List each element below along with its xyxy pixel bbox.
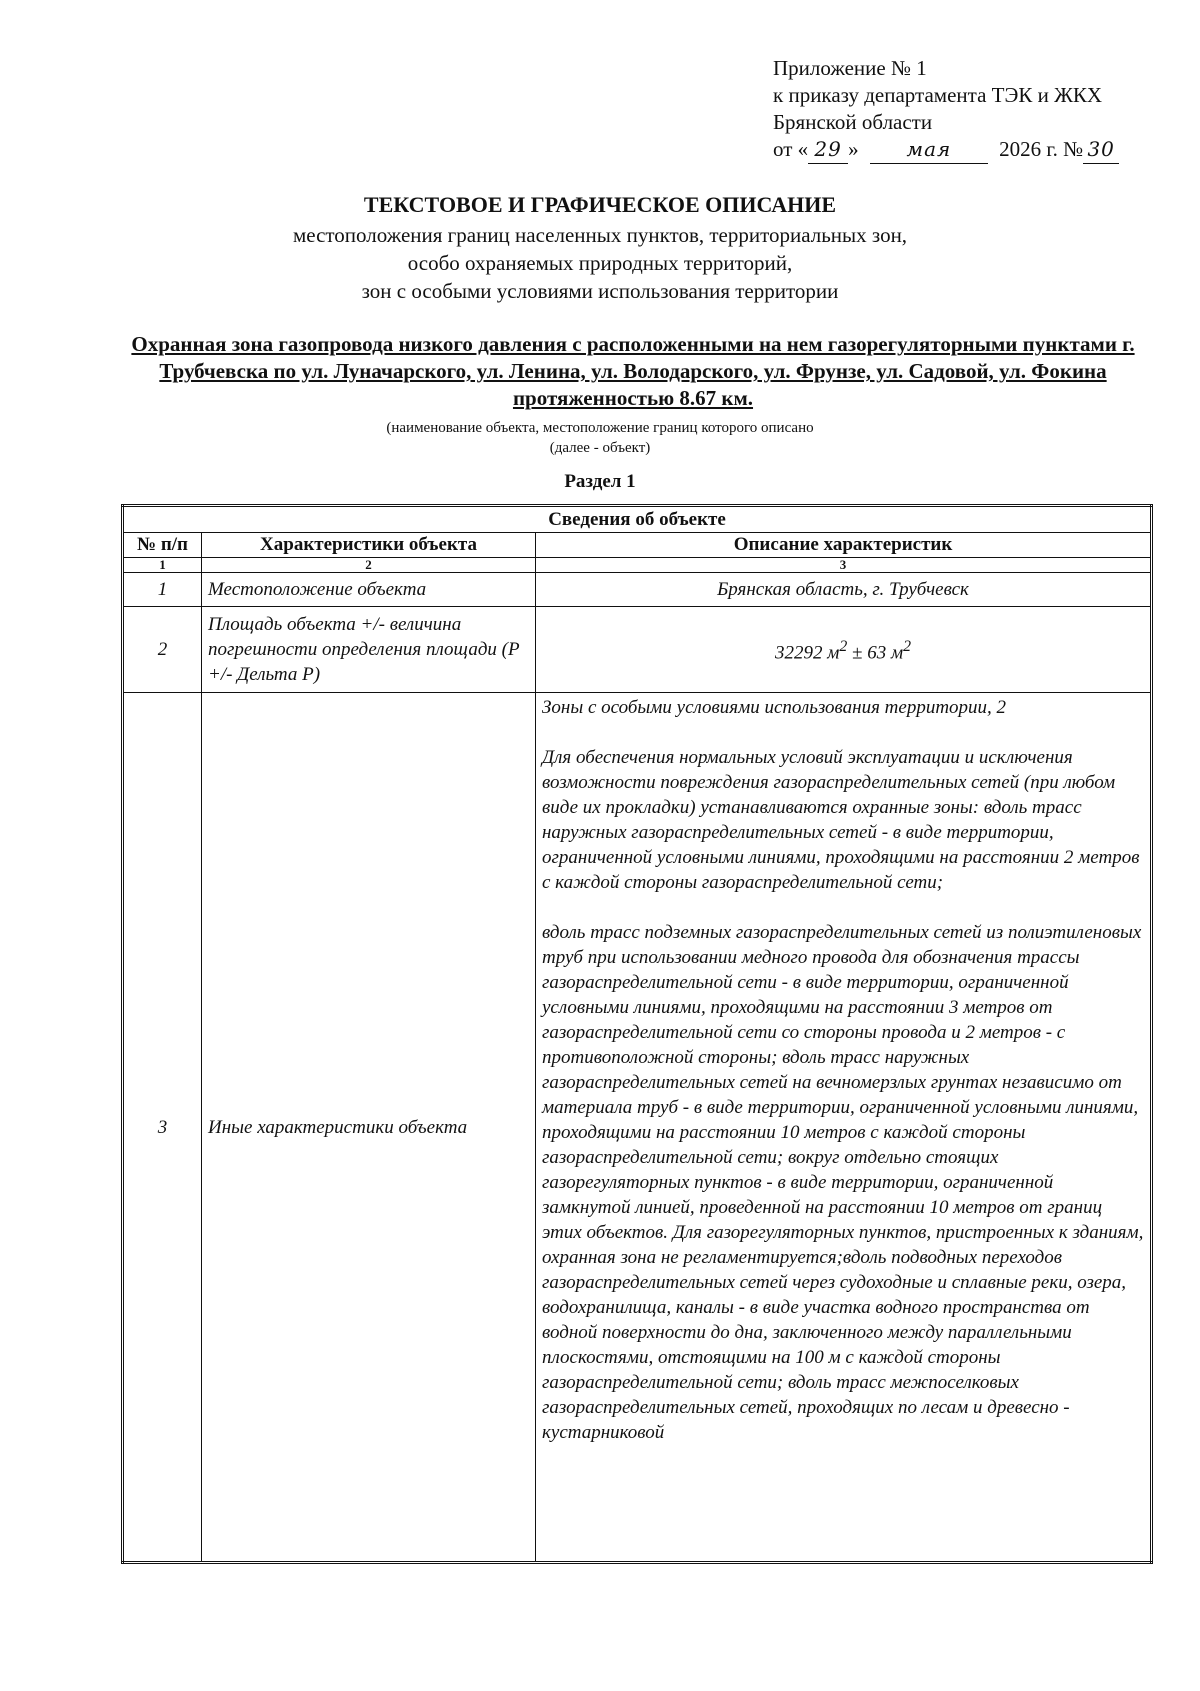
column-number: 3 [536, 558, 1152, 573]
row-description [536, 607, 1152, 693]
row-description [536, 693, 1152, 1563]
row-number: 3 [123, 693, 202, 1563]
section-title: Раздел 1 [564, 471, 636, 492]
object-note-line-2: (далее - объект) [549, 440, 651, 456]
column-number: 1 [123, 558, 202, 573]
table-header-row [123, 533, 1152, 558]
table-row [123, 573, 1152, 607]
document-subtitle [0, 221, 1200, 305]
header-num: № п/п [123, 533, 202, 558]
subtitle-line-1: местоположения границ населенных пунктов, территориальных зон, [292, 223, 908, 247]
row-characteristic: Местоположение объекта [202, 573, 536, 607]
area-error: ± 63 м [847, 642, 904, 664]
error-unit-power: 2 [903, 637, 912, 655]
area-unit-power: 2 [839, 637, 848, 655]
document-title: ТЕКСТОВОЕ И ГРАФИЧЕСКОЕ ОПИСАНИЕ [363, 192, 837, 217]
column-number: 2 [202, 558, 536, 573]
row-description: Брянская область, г. Трубчевск [536, 573, 1152, 607]
date-suffix: 2026 г. № [999, 137, 1084, 161]
description-paragraph: Зоны с особыми условиями использования территории, 2 [542, 697, 1007, 718]
appendix-line-3: Брянской области [773, 110, 933, 134]
object-note [0, 418, 1200, 458]
date-mid: » [848, 137, 859, 161]
date-day: 29 [808, 136, 848, 164]
appendix-line-1: Приложение № 1 [773, 56, 927, 80]
appendix-block [773, 55, 1119, 164]
description-paragraph: Для обеспечения нормальных условий эксплуатации и исключения возможности повреждения газораспределительных сетей (при любом виде их прокладки) устанавливаются охранные зоны: вдоль трасс наружных газораспределительных сетей - в виде территории, ограниченной условными линиями, проходящими на расстоянии 2 метров с каждой стороны газораспределительной сети; [542, 747, 1140, 893]
table-row [123, 607, 1152, 693]
row-characteristic: Иные характеристики объекта [202, 693, 536, 1563]
column-number-row [123, 558, 1152, 573]
subtitle-line-2: особо охраняемых природных территорий, [407, 251, 793, 275]
row-number: 2 [123, 607, 202, 693]
date-month: мая [870, 136, 988, 164]
object-note-line-1: (наименование объекта, местоположение границ которого описано [386, 420, 814, 436]
row-number: 1 [123, 573, 202, 607]
order-number: 30 [1083, 136, 1119, 164]
date-prefix: от « [773, 137, 809, 161]
area-value: 32292 м [774, 642, 840, 664]
row-characteristic: Площадь объекта +/- величина погрешности определения площади (Р +/- Дельта Р) [202, 607, 536, 693]
object-info-table [121, 504, 1153, 1564]
header-description: Описание характеристик [536, 533, 1152, 558]
appendix-date-line [773, 136, 1119, 164]
object-name: Охранная зона газопровода низкого давления с расположенными на нем газорегуляторными пунктами г. Трубчевска по ул. Луначарского, ул. Ленина, ул. Володарского, ул. Фрунзе, ул. Садовой, ул. Фокина протяженностью 8.67 км. [131, 332, 1135, 410]
appendix-line-2: к приказу департамента ТЭК и ЖКХ [773, 83, 1103, 107]
table-caption: Сведения об объекте [123, 506, 1152, 533]
table-row [123, 693, 1152, 1563]
description-paragraph: вдоль трасс подземных газораспределительных сетей из полиэтиленовых труб при использовании медного провода для обозначения трассы газораспределительной сети - в виде территории, ограниченной условными линиями, проходящими на расстоянии 3 метров от газораспределительной сети со стороны провода и 2 метров - с противоположной стороны; вдоль трасс наружных газораспределительных сетей на вечномерзлых грунтах независимо от материала труб - в виде территории, ограниченной условными линиями, проходящими на расстоянии 10 метров с каждой стороны газораспределительной сети; вокруг отдельно стоящих газорегуляторных пунктов - в виде территории, ограниченной замкнутой линией, проведенной на расстоянии 10 метров от границ этих объектов. Для газорегуляторных пунктов, пристроенных к зданиям, охранная зона не регламентируется;вдоль подводных переходов газораспределительных сетей через судоходные и сплавные реки, озера, водохранилища, каналы - в виде участка водного пространства от водной поверхности до дна, заключенного между параллельными плоскостями, отстоящими на 100 м с каждой стороны газораспределительной сети; вдоль трасс межпоселковых газораспределительных сетей, проходящих по лесам и древесно - кустарниковой [542, 922, 1144, 1443]
subtitle-line-3: зон с особыми условиями использования территории [361, 279, 839, 303]
header-characteristics: Характеристики объекта [202, 533, 536, 558]
